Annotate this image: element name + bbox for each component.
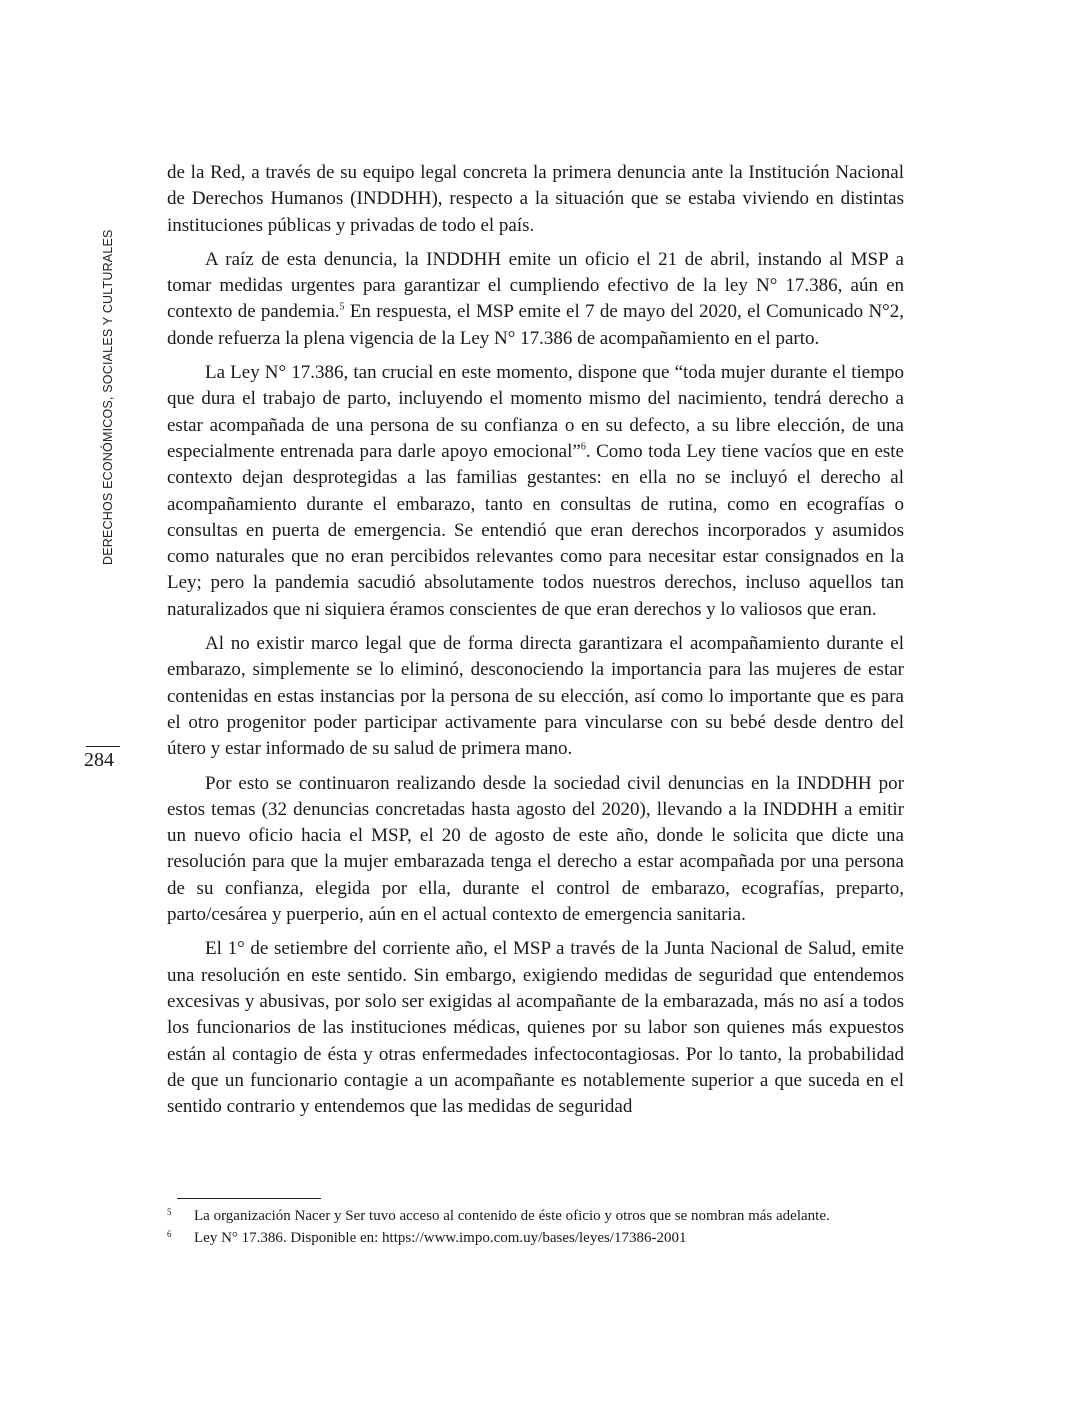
body-text <box>167 160 904 1128</box>
paragraph-text: La Ley N° 17.386, tan crucial en este momento, dispone que “toda mujer durante el tiempo que dura el trabajo de parto, incluyendo el momento mismo del nacimiento, tendrá derecho a estar acompañada de una persona de su confianza o en su defecto, a su libre elección, de una especialmente entrenada para darle apoyo emocional” <box>167 362 904 462</box>
paragraph <box>167 771 904 929</box>
paragraph <box>167 936 904 1120</box>
page-number-rule <box>86 746 120 747</box>
footnote-number: 5 <box>167 1207 172 1217</box>
paragraph <box>167 247 904 352</box>
footnote-text: Ley N° 17.386. Disponible en: https://www.impo.com.uy/bases/leyes/17386-2001 <box>194 1230 687 1246</box>
footnote <box>167 1205 904 1227</box>
paragraph-text: En respuesta, el MSP emite el 7 de mayo del 2020, el Comunicado N°2, donde refuerza la plena vigencia de la Ley N° 17.386 de acompañamiento en el parto. <box>167 301 905 349</box>
running-head: DERECHOS ECONÓMICOS, SOCIALES Y CULTURALES <box>101 229 115 565</box>
paragraph-text: Al no existir marco legal que de forma directa garantizara el acompañamiento durante el embarazo, simplemente se lo eliminó, desconociendo la importancia para las mujeres de estar contenidas en estas instancias por la persona de su elección, así como lo importante que es para el otro progenitor poder participar activamente para vincularse con su bebé desde dentro del útero y estar informado de su salud de primera mano. <box>167 633 904 760</box>
paragraph-text: A raíz de esta denuncia, la INDDHH emite un oficio el 21 de abril, instando al MSP a tomar medidas urgentes para garantizar el cumpliendo efectivo de la ley N° 17.386, aún en contexto de pandemia. <box>167 248 904 323</box>
paragraph <box>167 160 904 239</box>
page-number: 284 <box>84 749 114 771</box>
footnote-reference: 6 <box>580 441 586 453</box>
paragraph-text: El 1° de setiembre del corriente año, el MSP a través de la Junta Nacional de Salud, emite una resolución en este sentido. Sin embargo, exigiendo medidas de seguridad que entendemos excesivas y abusivas, por solo ser exigidas al acompañante de la embarazada, más no así a todos los funcionarios de las instituciones médicas, quienes por su labor son quienes más expuestos están al contagio de ésta y otras enfermedades infectocontagiosas. Por lo tanto, la probabilidad de que un funcionario contagie a un acompañante es notablemente superior a que suceda en el sentido contrario y entendemos que las medidas de seguridad <box>167 938 904 1118</box>
paragraph-text: Por esto se continuaron realizando desde la sociedad civil denuncias en la INDDHH por estos temas (32 denuncias concretadas hasta agosto del 2020), llevando a la INDDHH a emitir un nuevo oficio hacia el MSP, el 20 de agosto de este año, donde le solicita que dicte una resolución para que la mujer embarazada tenga el derecho a estar acompañada por una persona de su confianza, elegida por ella, durante el control de embarazo, ecografías, preparto, parto/cesárea y puerperio, aún en el actual contexto de emergencia sanitaria. <box>167 772 904 926</box>
paragraph <box>167 360 904 623</box>
footnotes <box>167 1205 904 1249</box>
footnote-reference: 5 <box>339 302 345 314</box>
footnote-text: La organización Nacer y Ser tuvo acceso al contenido de éste oficio y otros que se nombran más adelante. <box>194 1208 830 1224</box>
paragraph-text: de la Red, a través de su equipo legal concreta la primera denuncia ante la Institución Nacional de Derechos Humanos (INDDHH), respecto a la situación que se estaba viviendo en distintas instituciones públicas y privadas de todo el país. <box>167 162 904 236</box>
footnote-rule <box>177 1198 321 1199</box>
paragraph-text: . Como toda Ley tiene vacíos que en este contexto dejan desprotegidas a las familias gestantes: en ella no se incluyó el derecho al acompañamiento durante el embarazo, tanto en consultas de rutina, como en ecografías o consultas en puerta de emergencia. Se entendió que eran derechos incorporados y asumidos como naturales que no eran percibidos relevantes como para necesitar estar consignados en la Ley; pero la pandemia sacudió absolutamente todos nuestros derechos, incluso aquellos tan naturalizados que ni siquiera éramos conscientes de que eran derechos y lo valiosos que eran. <box>167 440 904 620</box>
footnote-number: 6 <box>167 1229 172 1239</box>
footnote <box>167 1227 904 1249</box>
paragraph <box>167 631 904 762</box>
